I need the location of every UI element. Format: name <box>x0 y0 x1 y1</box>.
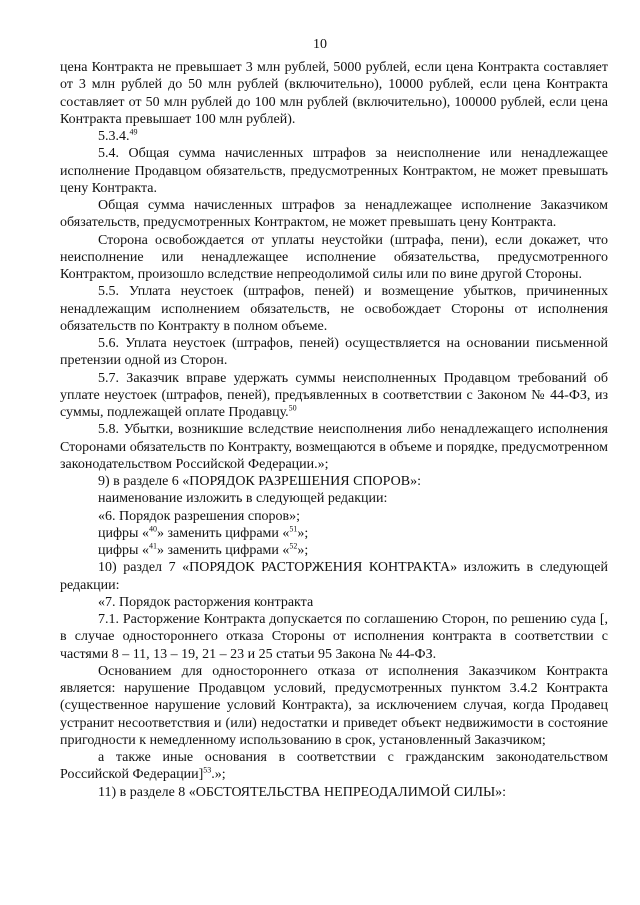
paragraph-section-7-title: «7. Порядок расторжения контракта <box>98 594 314 610</box>
footnote-ref: 49 <box>129 127 138 137</box>
paragraph-5-7: 5.7. Заказчик вправе удержать суммы неисполненных Продавцом требований об уплате неустоек (штрафов, пеней), предъявленных в соответствии с Законом № 44-ФЗ, из суммы, подлежащей оплате Продавцу.$^{50}$ <box>60 370 608 420</box>
paragraph-digits-replace-2: цифры «$^{41}$» заменить цифрами «$^{52}$»; <box>98 541 309 558</box>
footnote-ref: 51 <box>289 524 298 534</box>
paragraph-7-1: 7.1. Расторжение Контракта допускается по соглашению Сторон, по решению суда [, в случае одностороннего отказа Стороны от исполнения контракта в соответствии с частями 8 – 11, 13 – 19, 21 – 23 и 25 статьи 95 Закона № 44-ФЗ. <box>60 612 608 662</box>
paragraph-digits-replace-1: цифры «$^{40}$» заменить цифрами «$^{51}$»; <box>98 524 309 541</box>
paragraph-price-thresholds: цена Контракта не превышает 3 млн рублей, 5000 рублей, если цена Контракта составляет от 3 млн рублей до 50 млн рублей (включительно), 10000 рублей, если цена Контракта составляет от 50 млн рублей до 100 млн рублей (включительно), 100000 рублей, если цена Контракта превышает 100 млн рублей). <box>60 60 608 127</box>
document-body <box>60 59 608 801</box>
paragraph-5-5: 5.5. Уплата неустоек (штрафов, пеней) и возмещение убытков, причиненных ненадлежащим исполнением обязательств, не освобождает Стороны от исполнения обязательств по Контракту в полном объеме. <box>60 284 608 334</box>
paragraph-5-3-4: 5.3.4.49 <box>98 127 138 144</box>
paragraph-section-6-title: «6. Порядок разрешения споров»; <box>98 508 301 524</box>
paragraph-5-6: 5.6. Уплата неустоек (штрафов, пеней) осуществляется на основании письменной претензии одной из Сторон. <box>60 336 608 369</box>
paragraph-other-grounds: а также иные основания в соответствии с гражданским законодательством Российской Федерации]$^{53}$.»; <box>60 750 608 783</box>
paragraph-5-8: 5.8. Убытки, возникшие вследствие неисполнения либо ненадлежащего исполнения Сторонами обязательств по Контракту, возмещаются в объеме и порядке, предусмотренном законодательством Российской Федерации.»; <box>60 422 608 472</box>
paragraph-unilateral-refusal: Основанием для одностороннего отказа от исполнения Заказчиком Контракта является: нарушение Продавцом условий, предусмотренных пунктом 3.4.2 Контракта (существенное нарушение условий Контракта), за исключением случая, когда Продавец устранит несоответствия и (или) недостатки и приведет объект недвижимости в состояние пригодности к немедленному использованию в срок, установленный Заказчиком; <box>60 663 608 748</box>
paragraph-5-4: 5.4. Общая сумма начисленных штрафов за неисполнение или ненадлежащее исполнение Продавцом обязательств, предусмотренных Контрактом, не может превышать цену Контракта. <box>60 146 608 196</box>
page-number: 10 <box>313 37 327 52</box>
footnote-ref: 40 <box>148 524 157 534</box>
footnote-ref: 41 <box>148 541 157 551</box>
footnote-ref: 52 <box>289 541 298 551</box>
paragraph-item-9: 9) в разделе 6 «ПОРЯДОК РАЗРЕШЕНИЯ СПОРОВ»: <box>98 474 421 489</box>
footnote-ref: 53 <box>203 765 212 775</box>
paragraph-fines-customer: Общая сумма начисленных штрафов за ненадлежащее исполнение Заказчиком обязательств, предусмотренных Контрактом, не может превышать цену Контракта. <box>60 198 608 231</box>
paragraph-item-11: 11) в разделе 8 «ОБСТОЯТЕЛЬСТВА НЕПРЕОДАЛИМОЙ СИЛЫ»: <box>98 784 507 800</box>
paragraph-rename: наименование изложить в следующей редакции: <box>98 491 388 507</box>
footnote-ref: 50 <box>288 403 297 413</box>
paragraph-force-majeure-exemption: Сторона освобождается от уплаты неустойки (штрафа, пени), если докажет, что неисполнение или ненадлежащее исполнение обязательства, предусмотренного Контрактом, произошло вследствие непреодолимой силы или по вине другой Стороны. <box>60 232 608 282</box>
paragraph-item-10: 10) раздел 7 «ПОРЯДОК РАСТОРЖЕНИЯ КОНТРАКТА» изложить в следующей редакции: <box>60 560 608 593</box>
